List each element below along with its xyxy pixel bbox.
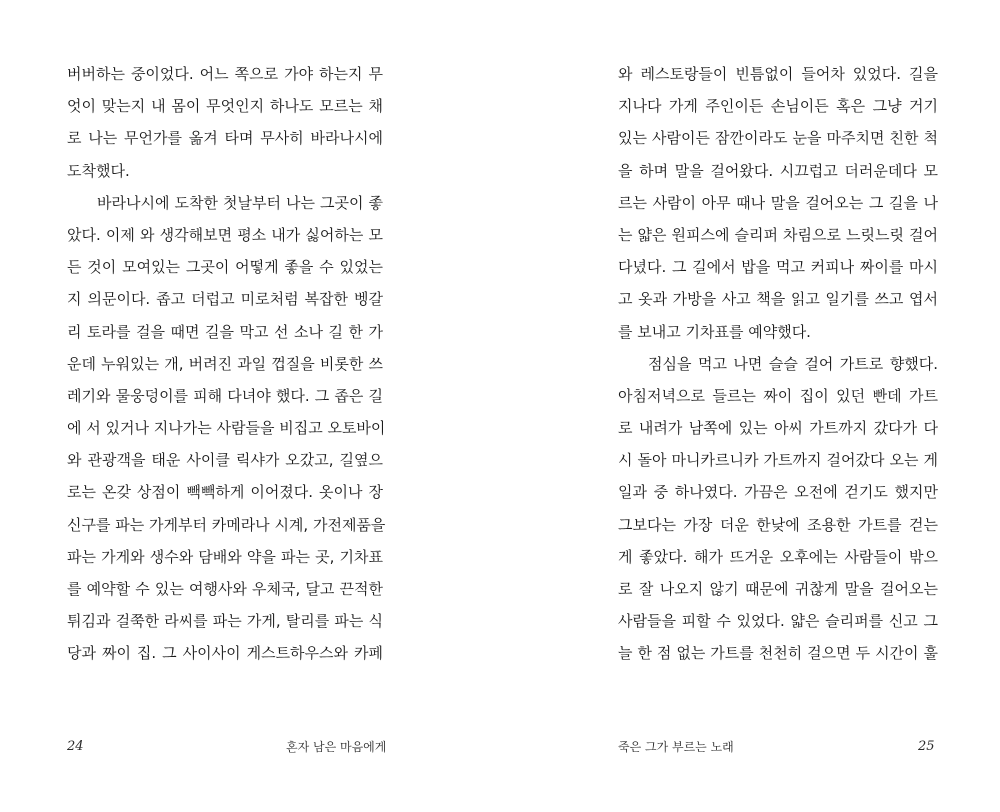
- text-line: 튀김과 걸쭉한 라씨를 파는 가게, 탈리를 파는 식: [67, 612, 383, 631]
- text-line: 로 내려가 남쪽에 있는 아씨 가트까지 갔다가 다: [618, 419, 938, 438]
- text-line: 았다. 이제 와 생각해보면 평소 내가 싫어하는 모: [67, 225, 383, 244]
- text-line: 로 나는 무언가를 옮겨 타며 무사히 바라나시에: [67, 129, 383, 148]
- text-line: 지나다 가게 주인이든 손님이든 혹은 그냥 거기: [618, 97, 938, 116]
- text-line: 를 예약할 수 있는 여행사와 우체국, 달고 끈적한: [67, 580, 383, 598]
- text-line: 도착했다.: [67, 161, 130, 180]
- page-number: 25: [918, 739, 935, 754]
- right-page: [500, 0, 1000, 812]
- text-line: 운데 누워있는 개, 버려진 과일 껍질을 비롯한 쓰: [67, 354, 383, 373]
- text-line: 늘 한 점 없는 가트를 천천히 걸으면 두 시간이 훌: [618, 644, 938, 663]
- right-page-body: [618, 58, 938, 670]
- text-line: 와 레스토랑들이 빈틈없이 들어차 있었다. 길을: [618, 65, 938, 83]
- text-line: 사람들을 피할 수 있었다. 얇은 슬리퍼를 신고 그: [618, 612, 938, 631]
- text-line: 다녔다. 그 길에서 밥을 먹고 커피나 짜이를 마시: [618, 258, 938, 277]
- text-line: 고 옷과 가방을 사고 책을 읽고 일기를 쓰고 엽서: [618, 290, 938, 309]
- text-line: 버버하는 중이었다. 어느 쪽으로 가야 하는지 무: [67, 65, 383, 83]
- text-line: 아침저녁으로 들르는 짜이 집이 있던 빤데 가트: [618, 386, 938, 405]
- text-line: 는 얇은 원피스에 슬리퍼 차림으로 느릿느릿 걸어: [618, 225, 938, 244]
- text-line: 점심을 먹고 나면 슬슬 걸어 가트로 향했다.: [648, 354, 938, 373]
- text-line: 게 좋았다. 해가 뜨거운 오후에는 사람들이 밖으: [618, 547, 938, 566]
- text-line: 레기와 물웅덩이를 피해 다녀야 했다. 그 좁은 길: [67, 386, 383, 405]
- text-line: 로는 온갖 상점이 빽빽하게 이어졌다. 옷이나 장: [67, 483, 383, 502]
- text-line: 을 하며 말을 걸어왔다. 시끄럽고 더러운데다 모: [618, 161, 938, 180]
- text-line: 르는 사람이 아무 때나 말을 걸어오는 그 길을 나: [618, 193, 938, 212]
- text-line: 지 의문이다. 좁고 더럽고 미로처럼 복잡한 벵갈: [67, 290, 383, 309]
- running-title: 혼자 남은 마음에게: [286, 740, 387, 754]
- running-title: 죽은 그가 부르는 노래: [618, 740, 734, 754]
- text-line: 신구를 파는 가게부터 카메라나 시계, 가전제품을: [67, 515, 386, 534]
- text-line: 로 잘 나오지 않기 때문에 귀찮게 말을 걸어오는: [618, 580, 938, 598]
- text-line: 파는 가게와 생수와 담배와 약을 파는 곳, 기차표: [67, 547, 383, 566]
- text-line: 에 서 있거나 지나가는 사람들을 비집고 오토바이: [67, 419, 386, 438]
- text-line: 를 보내고 기차표를 예약했다.: [618, 322, 811, 341]
- text-line: 와 관광객을 태운 사이클 릭샤가 오갔고, 길옆으: [67, 451, 383, 470]
- text-line: 있는 사람이든 잠깐이라도 눈을 마주치면 친한 척: [618, 129, 938, 148]
- text-line: 시 돌아 마니카르니카 가트까지 걸어갔다 오는 게: [618, 451, 938, 470]
- page-number: 24: [67, 739, 84, 754]
- text-line: 리 토라를 걸을 때면 길을 막고 선 소나 길 한 가: [67, 322, 383, 341]
- text-line: 그보다는 가장 더운 한낮에 조용한 가트를 걷는: [618, 515, 938, 534]
- text-line: 바라나시에 도착한 첫날부터 나는 그곳이 좋: [97, 193, 383, 212]
- text-line: 일과 중 하나였다. 가끔은 오전에 걷기도 했지만: [618, 483, 938, 502]
- text-line: 당과 짜이 집. 그 사이사이 게스트하우스와 카페: [67, 644, 383, 663]
- left-page-body: [67, 58, 386, 670]
- text-line: 든 것이 모여있는 그곳이 어떻게 좋을 수 있었는: [67, 258, 383, 277]
- text-line: 엇이 맞는지 내 몸이 무엇인지 하나도 모르는 채: [67, 97, 383, 116]
